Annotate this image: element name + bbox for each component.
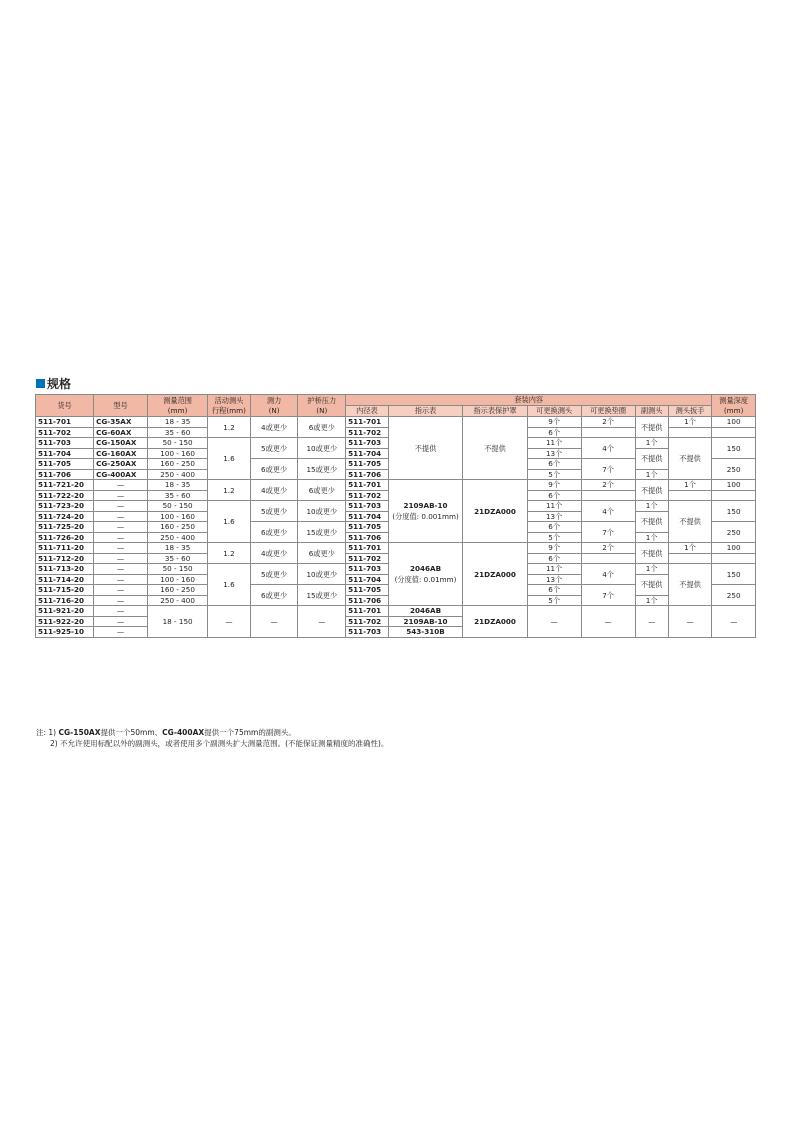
bore-cell: 511-701 [346,480,389,491]
code-cell: 511-721-20 [36,480,94,491]
code-cell: 511-725-20 [36,522,94,533]
force-cell: 4或更少 [250,417,298,438]
code-cell: 511-712-20 [36,553,94,564]
washers-cell: 4个 [581,438,635,459]
protector-cell: 21DZA000 [463,606,527,638]
indicator-cell: 2046AB [388,606,463,617]
square-bullet-icon [36,379,45,388]
travel-cell: 1.2 [208,543,251,564]
travel-cell: 1.2 [208,417,251,438]
centering-cell: 6或更少 [298,480,346,501]
header-depth: 测量深度 (mm) [712,395,756,417]
code-cell: 511-722-20 [36,490,94,501]
code-cell: 511-706 [36,469,94,480]
header-rods: 可更换测头 [527,406,581,417]
rods-cell: 11个 [527,501,581,512]
spanner-cell [668,427,712,438]
range-cell: 50 - 150 [148,438,208,449]
code-cell: 511-925-10 [36,627,94,638]
rods-cell: 5个 [527,595,581,606]
bore-cell: 511-702 [346,427,389,438]
model-cell: — [94,574,148,585]
table-row [36,480,756,491]
code-cell: 511-922-20 [36,616,94,627]
aux-cell: 1个 [635,564,668,575]
depth-cell: 100 [712,543,756,554]
spanner-cell [668,553,712,564]
rods-cell: 5个 [527,532,581,543]
depth-cell: 150 [712,564,756,585]
model-cell: — [94,490,148,501]
bore-cell: 511-703 [346,627,389,638]
centering-cell: 10或更少 [298,438,346,459]
spanner-cell: 不提供 [668,438,712,480]
header-travel: 活动测头 行程(mm) [208,395,251,417]
bore-cell: 511-704 [346,574,389,585]
code-cell: 511-702 [36,427,94,438]
rods-cell: 6个 [527,522,581,533]
rods-cell: 5个 [527,469,581,480]
code-cell: 511-726-20 [36,532,94,543]
aux-cell: 不提供 [635,480,668,501]
header-indicator: 指示表 [388,406,463,417]
range-cell: 35 - 60 [148,553,208,564]
aux-cell: 1个 [635,595,668,606]
range-cell: 250 - 400 [148,532,208,543]
header-code: 货号 [36,395,94,417]
bore-cell: 511-705 [346,459,389,470]
note-1: 注: 1) CG-150AX提供一个50mm、CG-400AX提供一个75mm的副测头。 [36,728,296,737]
depth-cell [712,553,756,564]
bore-cell: 511-704 [346,511,389,522]
aux-cell: 不提供 [635,448,668,469]
model-cell: — [94,616,148,627]
rods-cell: 6个 [527,459,581,470]
header-aux: 副测头 [635,406,668,417]
bore-cell: 511-703 [346,438,389,449]
code-cell: 511-716-20 [36,595,94,606]
spanner-cell [668,490,712,501]
washers-cell: 7个 [581,522,635,543]
force-cell: 4或更少 [250,480,298,501]
rods-cell: 9个 [527,417,581,428]
depth-cell: 100 [712,480,756,491]
range-cell: 18 - 35 [148,417,208,428]
centering-cell: 6或更少 [298,417,346,438]
bore-cell: 511-704 [346,448,389,459]
bore-cell: 511-701 [346,417,389,428]
centering-cell: — [298,606,346,638]
range-cell: 100 - 160 [148,574,208,585]
rods-cell: 6个 [527,427,581,438]
spanner-cell: 不提供 [668,564,712,606]
model-cell: — [94,532,148,543]
model-cell: CG-35AX [94,417,148,428]
rods-cell: 9个 [527,480,581,491]
spanner-cell: 1个 [668,480,712,491]
rods-cell: 6个 [527,553,581,564]
protector-cell: 21DZA000 [463,480,527,543]
travel-cell: 1.2 [208,480,251,501]
centering-cell: 10或更少 [298,564,346,585]
aux-cell: 不提供 [635,574,668,595]
range-cell: 50 - 150 [148,501,208,512]
model-cell: — [94,564,148,575]
range-cell: 100 - 160 [148,511,208,522]
rods-cell: 13个 [527,448,581,459]
header-force: 测力 (N) [250,395,298,417]
force-cell: 5或更少 [250,564,298,585]
travel-cell: 1.6 [208,501,251,543]
aux-cell: 不提供 [635,417,668,438]
code-cell: 511-724-20 [36,511,94,522]
model-cell: — [94,501,148,512]
washers-cell: 2个 [581,417,635,428]
depth-cell: 250 [712,585,756,606]
bore-cell: 511-702 [346,616,389,627]
range-cell: 18 - 35 [148,480,208,491]
section-heading [36,375,71,392]
bore-cell: 511-706 [346,469,389,480]
force-cell: 6或更少 [250,459,298,480]
code-cell: 511-921-20 [36,606,94,617]
depth-cell [712,427,756,438]
header-model: 型号 [94,395,148,417]
range-cell: 35 - 60 [148,490,208,501]
specification-table [35,394,756,638]
aux-cell: 1个 [635,438,668,449]
indicator-cell: 543-310B [388,627,463,638]
force-cell: 4或更少 [250,543,298,564]
washers-cell: 7个 [581,459,635,480]
centering-cell: 15或更少 [298,585,346,606]
bore-cell: 511-705 [346,585,389,596]
model-cell: — [94,543,148,554]
rods-cell: 6个 [527,490,581,501]
depth-cell: 250 [712,459,756,480]
model-cell: CG-150AX [94,438,148,449]
model-cell: — [94,585,148,596]
rods-cell: — [527,606,581,638]
travel-cell: 1.6 [208,438,251,480]
model-cell: CG-250AX [94,459,148,470]
note-2: 2) 不允许使用标配以外的副测头，或者使用多个副测头扩大测量范围。(不能保证测量精度的准确性)。 [50,739,389,748]
depth-cell [712,490,756,501]
force-cell: 6或更少 [250,522,298,543]
aux-cell: 1个 [635,501,668,512]
rods-cell: 11个 [527,438,581,449]
aux-cell: 1个 [635,469,668,480]
header-bore-gauge: 内径表 [346,406,389,417]
rods-cell: 13个 [527,511,581,522]
code-cell: 511-713-20 [36,564,94,575]
model-cell: — [94,522,148,533]
spanner-cell: 1个 [668,543,712,554]
header-spanner: 测头扳手 [668,406,712,417]
centering-cell: 15或更少 [298,459,346,480]
range-cell: 250 - 400 [148,469,208,480]
code-cell: 511-703 [36,438,94,449]
footnotes [36,727,388,749]
depth-cell: 100 [712,417,756,428]
washers-cell: 2个 [581,480,635,491]
washers-cell: 2个 [581,543,635,554]
code-cell: 511-715-20 [36,585,94,596]
washers-cell: 4个 [581,501,635,522]
washers-cell [581,490,635,501]
bore-cell: 511-702 [346,490,389,501]
model-cell: CG-160AX [94,448,148,459]
protector-cell: 不提供 [463,417,527,480]
spanner-cell: 1个 [668,417,712,428]
bore-cell: 511-703 [346,501,389,512]
section-title: 规格 [47,377,72,391]
range-cell: 160 - 250 [148,522,208,533]
washers-cell: 4个 [581,564,635,585]
model-cell: — [94,595,148,606]
header-row-1 [36,395,756,406]
indicator-cell: 2046AB (分度值: 0.01mm) [388,543,463,606]
force-cell: 5或更少 [250,438,298,459]
washers-cell [581,427,635,438]
aux-cell: 不提供 [635,543,668,564]
header-centering-force: 护桥压力 (N) [298,395,346,417]
protector-cell: 21DZA000 [463,543,527,606]
code-cell: 511-705 [36,459,94,470]
model-cell: — [94,480,148,491]
washers-cell: 7个 [581,585,635,606]
range-cell: 160 - 250 [148,585,208,596]
range-cell: 100 - 160 [148,448,208,459]
indicator-cell: 2109AB-10 [388,616,463,627]
bore-cell: 511-701 [346,543,389,554]
depth-cell: 150 [712,501,756,522]
bore-cell: 511-706 [346,595,389,606]
header-protector: 指示表保护罩 [463,406,527,417]
range-cell: 250 - 400 [148,595,208,606]
header-washers: 可更换垫圈 [581,406,635,417]
aux-cell: 1个 [635,532,668,543]
travel-cell: — [208,606,251,638]
bore-cell: 511-702 [346,553,389,564]
centering-cell: 10或更少 [298,501,346,522]
header-range: 测量范围 (mm) [148,395,208,417]
code-cell: 511-711-20 [36,543,94,554]
washers-cell [581,553,635,564]
washers-cell: — [581,606,635,638]
model-cell: — [94,553,148,564]
table-row [36,417,756,428]
model-cell: — [94,627,148,638]
code-cell: 511-723-20 [36,501,94,512]
bore-cell: 511-703 [346,564,389,575]
depth-cell: — [712,606,756,638]
aux-cell: 不提供 [635,511,668,532]
indicator-cell: 2109AB-10 (分度值: 0.001mm) [388,480,463,543]
spanner-cell: 不提供 [668,501,712,543]
depth-cell: 250 [712,522,756,543]
force-cell: — [250,606,298,638]
bore-cell: 511-701 [346,606,389,617]
spanner-cell: — [668,606,712,638]
code-cell: 511-704 [36,448,94,459]
range-cell: 50 - 150 [148,564,208,575]
rods-cell: 11个 [527,564,581,575]
force-cell: 5或更少 [250,501,298,522]
rods-cell: 6个 [527,585,581,596]
model-cell: CG-60AX [94,427,148,438]
model-cell: — [94,511,148,522]
range-cell: 18 - 35 [148,543,208,554]
header-kit: 套装内容 [346,395,712,406]
range-cell: 160 - 250 [148,459,208,470]
rods-cell: 9个 [527,543,581,554]
table-row [36,543,756,554]
indicator-cell: 不提供 [388,417,463,480]
model-cell: — [94,606,148,617]
travel-cell: 1.6 [208,564,251,606]
table-row [36,606,756,617]
bore-cell: 511-706 [346,532,389,543]
model-cell: CG-400AX [94,469,148,480]
centering-cell: 15或更少 [298,522,346,543]
code-cell: 511-701 [36,417,94,428]
force-cell: 6或更少 [250,585,298,606]
aux-cell: — [635,606,668,638]
range-cell: 35 - 60 [148,427,208,438]
code-cell: 511-714-20 [36,574,94,585]
bore-cell: 511-705 [346,522,389,533]
rods-cell: 13个 [527,574,581,585]
depth-cell: 150 [712,438,756,459]
range-cell: 18 - 150 [148,606,208,638]
centering-cell: 6或更少 [298,543,346,564]
